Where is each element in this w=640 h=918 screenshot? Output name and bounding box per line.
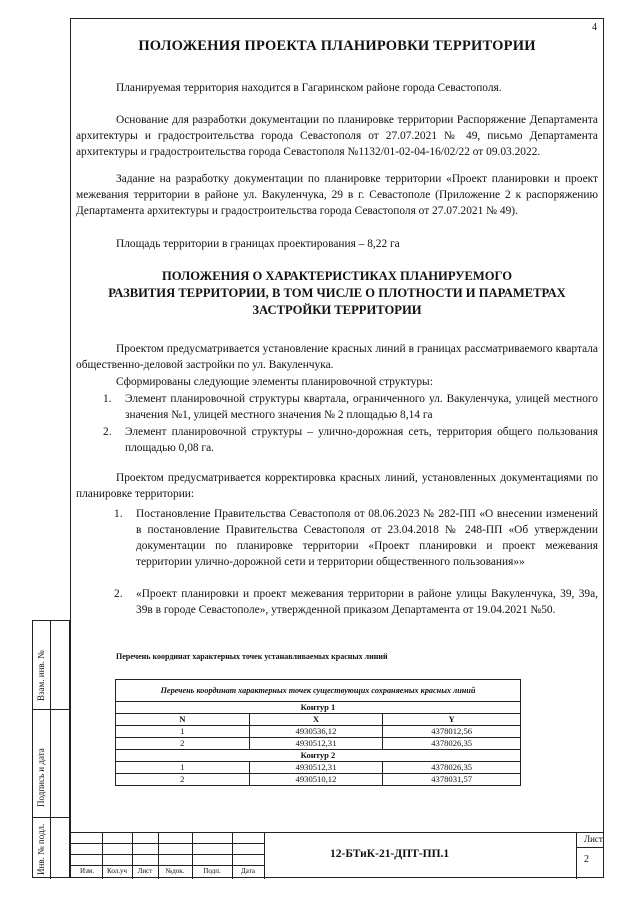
intro-paragraph-3: Задание на разработку документации по планировке территории «Проект планировки и проект межевания территории в районе ул. Вакуленчука, 29 в г. Севастополе (Приложение 2 к распоряжению Департамента архитектуры и градостроительства города Севастополя от 27.07.2021 № 49).: [76, 173, 598, 217]
section-paragraph-2: Сформированы следующие элементы планировочной структуры:: [116, 376, 433, 388]
stamp-col-koluch: Кол.уч: [107, 867, 127, 875]
table-header-row: [116, 680, 521, 702]
page-title: ПОЛОЖЕНИЯ ПРОЕКТА ПЛАНИРОВКИ ТЕРРИТОРИИ: [138, 38, 536, 54]
table-cell-x: 4930510,12: [249, 774, 383, 786]
table-row: [116, 726, 521, 738]
list-number: 2.: [114, 588, 123, 600]
list-number: 1.: [103, 393, 112, 405]
section-subtitle-line-2: РАЗВИТИЯ ТЕРРИТОРИИ, В ТОМ ЧИСЛЕ О ПЛОТНОСТИ И ПАРАМЕТРАХ: [108, 286, 566, 300]
column-header-x: X: [249, 714, 383, 726]
vzam-inv-label: Взам. инв. №: [36, 650, 46, 701]
section-subtitle-line-1: ПОЛОЖЕНИЯ О ХАРАКТЕРИСТИКАХ ПЛАНИРУЕМОГО: [161, 269, 513, 283]
table-header: Перечень координат характерных точек существующих сохраняемых красных линий: [116, 680, 521, 702]
table-cell-x: 4930512,31: [249, 762, 383, 774]
column-header-y: Y: [383, 714, 521, 726]
contour-1-label: Контур 1: [116, 702, 521, 714]
signature-date-label: Подпись и дата: [36, 748, 46, 807]
table-cell-n: 2: [116, 738, 250, 750]
intro-paragraph-2: Основание для разработки документации по планировке территории Распоряжение Департамента архитектуры и градостроительства города Севастополя от 27.07.2021 № 49, письмо Департамента архитектуры и градостроительства города Севастополя №1132/01-02-04-16/02/22 от 09.03.2022.: [76, 114, 598, 158]
table-row: [116, 750, 521, 762]
stamp-col-list: Лист: [137, 867, 153, 875]
intro-paragraph-4: Площадь территории в границах проектирования – 8,22 га: [116, 238, 400, 250]
table-cell-y: 4378026,35: [383, 762, 521, 774]
list-text: «Проект планировки и проект межевания территории в районе улицы Вакуленчука, 39, 39а, 39в в городе Севастополе», утвержденной приказом Департамента от 19.04.2021 №50.: [136, 588, 598, 616]
table-cell-x: 4930512,31: [249, 738, 383, 750]
list-item: [103, 391, 598, 423]
sheet-number: 2: [584, 854, 589, 865]
stamp-col-ndoc: №док.: [165, 867, 185, 875]
table-cell-y: 4378031,57: [383, 774, 521, 786]
table-cell-y: 4378012,56: [383, 726, 521, 738]
page-number: 4: [592, 22, 597, 33]
list-text: Элемент планировочной структуры квартала, ограниченного ул. Вакуленчука, улицей местного значения №1, улицей местного значения № 2 площадью 8,14 га: [125, 393, 598, 421]
table-cell-n: 2: [116, 774, 250, 786]
list-item: [103, 424, 598, 456]
table-row: [116, 762, 521, 774]
table-cell-n: 1: [116, 726, 250, 738]
table-cell-x: 4930536,12: [249, 726, 383, 738]
side-stamp: [32, 620, 70, 878]
section-subtitle-line-3: ЗАСТРОЙКИ ТЕРРИТОРИИ: [252, 303, 422, 317]
sheet-label: Лист: [584, 834, 603, 844]
list-number: 1.: [114, 508, 123, 520]
inv-podl-label: Инв. № подл.: [36, 823, 46, 875]
column-header-n: N: [116, 714, 250, 726]
stamp-col-podp: Подп.: [203, 867, 221, 875]
document-code: 12-БТиК-21-ДПТ-ПП.1: [330, 848, 450, 860]
table-cell-y: 4378026,35: [383, 738, 521, 750]
list-item: [114, 586, 598, 618]
list-text: Постановление Правительства Севастополя от 08.06.2023 № 282-ПП «О внесении изменений в постановление Правительства Севастополя от 23.04.2018 № 248-ПП «Об утверждении документации по планировке территории «Проект планировки и проект межевания территории улично-дорожной сети и территории общественного пользования»»: [136, 508, 598, 568]
list-item: [114, 506, 598, 570]
table-row: [116, 714, 521, 726]
table-row: [116, 702, 521, 714]
section-paragraph-1: Проектом предусматривается установление красных линий в границах рассматриваемого квартала общественно-деловой застройки по ул. Вакуленчука.: [76, 343, 598, 371]
stamp-col-izm: Изм.: [80, 867, 94, 875]
table-row: [116, 738, 521, 750]
coordinates-table: [115, 679, 521, 786]
table-row: [116, 774, 521, 786]
table-cell-n: 1: [116, 762, 250, 774]
stamp-col-data: Дата: [241, 867, 255, 875]
list-text: Элемент планировочной структуры – улично-дорожная сеть, территория общего пользования площадью 0,08 га.: [125, 426, 598, 454]
list-number: 2.: [103, 426, 112, 438]
contour-2-label: Контур 2: [116, 750, 521, 762]
section-paragraph-3: Проектом предусматривается корректировка красных линий, установленных документациями по планировке территории:: [76, 472, 598, 500]
table-caption: Перечень координат характерных точек устанавливаемых красных линий: [116, 652, 388, 661]
intro-paragraph-1: Планируемая территория находится в Гагаринском районе города Севастополя.: [116, 82, 502, 94]
